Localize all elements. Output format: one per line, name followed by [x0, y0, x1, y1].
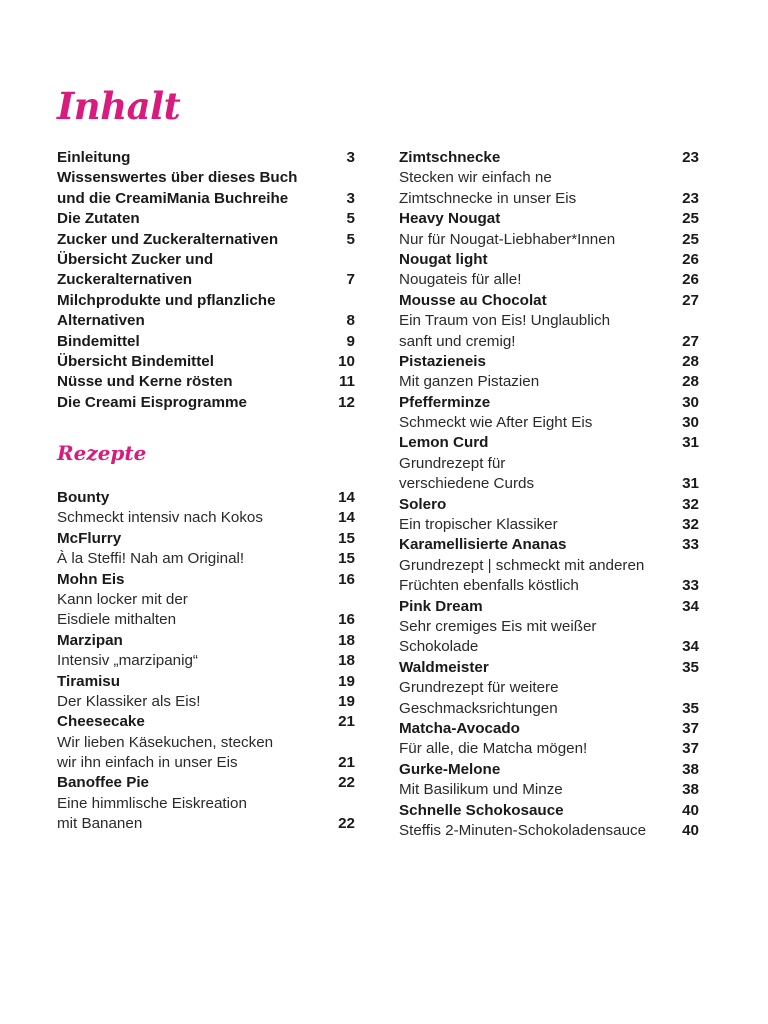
toc-entry[interactable]	[57, 393, 355, 413]
toc-entry-title: Übersicht Bindemittel	[57, 352, 214, 370]
toc-entry-title: Sehr cremiges Eis mit weißer	[399, 617, 597, 635]
toc-entry-page: 30	[682, 414, 699, 432]
toc-entry-title: Grundrezept für weitere	[399, 679, 559, 697]
toc-entry[interactable]	[57, 794, 355, 814]
toc-entry-title: Die Creami Eisprogramme	[57, 393, 247, 411]
page-title: Inhalt	[57, 84, 181, 128]
toc-entry-title: Übersicht Zucker und	[57, 250, 214, 268]
toc-entry-page: 18	[338, 631, 355, 649]
toc-intro-list	[57, 148, 355, 413]
toc-entry-page: 19	[338, 692, 355, 710]
toc-entry[interactable]	[57, 773, 355, 793]
toc-entry-page: 27	[682, 332, 699, 350]
toc-entry-page: 22	[338, 815, 355, 833]
toc-entry-page: 31	[682, 434, 699, 452]
toc-entry-title: Heavy Nougat	[399, 210, 501, 228]
toc-entry-page: 10	[338, 352, 355, 370]
toc-entry-title: Eisdiele mithalten	[57, 611, 177, 629]
toc-entry-title: verschiedene Curds	[399, 475, 535, 493]
toc-entry-page: 15	[338, 529, 355, 547]
toc-entry[interactable]	[399, 372, 699, 392]
toc-entry-title: und die CreamiMania Buchreihe	[57, 189, 289, 207]
toc-entry-title: Bindemittel	[57, 332, 140, 350]
toc-entry[interactable]	[399, 270, 699, 290]
toc-entry-title: Geschmacksrichtungen	[399, 699, 558, 717]
toc-entry-title: Mohn Eis	[57, 570, 125, 588]
toc-entry-title: Nougateis für alle!	[399, 271, 522, 289]
toc-entry[interactable]	[399, 454, 699, 474]
toc-entry-page: 25	[682, 230, 699, 248]
toc-entry-page: 40	[682, 821, 699, 839]
toc-entry-page: 37	[682, 719, 699, 737]
toc-entry-title: sanft und cremig!	[399, 332, 516, 350]
toc-entry-page: 35	[682, 658, 699, 676]
toc-entry-page: 16	[338, 570, 355, 588]
toc-entry-title: Kann locker mit der	[57, 590, 188, 608]
toc-entry-page: 32	[682, 516, 699, 534]
toc-entry-title: Zimtschnecke	[399, 149, 501, 166]
toc-entry-page: 8	[346, 312, 355, 330]
toc-entry[interactable]	[57, 209, 355, 229]
toc-entry[interactable]	[57, 250, 355, 270]
toc-entry[interactable]	[57, 508, 355, 528]
toc-entry-page: 35	[682, 699, 699, 717]
toc-entry[interactable]	[57, 692, 355, 712]
toc-entry-title: Bounty	[57, 489, 110, 506]
toc-entry-page: 26	[682, 250, 699, 268]
toc-entry-page: 14	[338, 489, 355, 506]
toc-entry[interactable]	[399, 332, 699, 352]
toc-entry[interactable]	[399, 617, 699, 637]
toc-entry-title: Nur für Nougat-Liebhaber*Innen	[399, 230, 616, 248]
toc-entry-title: Solero	[399, 495, 447, 513]
toc-entry[interactable]	[57, 631, 355, 651]
toc-entry-page: 19	[338, 672, 355, 690]
toc-entry-page: 25	[682, 210, 699, 228]
toc-entry-title: Pistazieneis	[399, 352, 486, 370]
toc-entry[interactable]	[399, 535, 699, 555]
toc-entry-title: Steffis 2-Minuten-Schokoladensauce	[399, 821, 647, 839]
toc-entry-title: Tiramisu	[57, 672, 121, 690]
toc-entry-title: Alternativen	[57, 312, 145, 330]
toc-entry-page: 32	[682, 495, 699, 513]
toc-entry[interactable]	[57, 570, 355, 590]
toc-entry-title: Waldmeister	[399, 658, 489, 676]
toc-entry-title: Grundrezept | schmeckt mit anderen	[399, 556, 645, 574]
toc-entry-page: 15	[338, 550, 355, 568]
toc-entry-title: Die Zutaten	[57, 210, 140, 228]
toc-entry[interactable]	[57, 270, 355, 290]
toc-entry-page: 21	[338, 713, 355, 731]
toc-entry-title: Banoffee Pie	[57, 774, 149, 792]
toc-entry-page: 14	[338, 509, 355, 527]
recipes-heading: Rezepte	[57, 441, 147, 465]
toc-entry[interactable]	[57, 610, 355, 630]
toc-entry-title: Marzipan	[57, 631, 123, 649]
toc-entry-title: Früchten ebenfalls köstlich	[399, 577, 579, 595]
toc-entry-title: Eine himmlische Eiskreation	[57, 794, 247, 812]
toc-entry-page: 5	[346, 230, 355, 248]
toc-entry-title: mit Bananen	[57, 815, 143, 833]
toc-entry-page: 23	[682, 149, 699, 166]
toc-entry-title: Wissenswertes über dieses Buch	[57, 169, 298, 187]
toc-entry-title: Schmeckt intensiv nach Kokos	[57, 509, 263, 527]
toc-entry-title: McFlurry	[57, 529, 122, 547]
toc-entry[interactable]	[57, 488, 355, 508]
toc-entry-title: Zuckeralternativen	[57, 271, 193, 289]
toc-entry[interactable]	[57, 311, 355, 331]
toc-entry-title: Mousse au Chocolat	[399, 291, 547, 309]
toc-entry-title: wir ihn einfach in unser Eis	[57, 754, 238, 772]
toc-entry[interactable]	[399, 576, 699, 596]
toc-entry-title: À la Steffi! Nah am Original!	[57, 550, 245, 568]
toc-entry-page: 11	[338, 373, 355, 391]
toc-entry-page: 12	[338, 393, 355, 411]
toc-entry[interactable]	[57, 672, 355, 692]
toc-entry[interactable]	[399, 801, 699, 821]
toc-entry[interactable]	[57, 189, 355, 209]
toc-entry-page: 5	[346, 210, 355, 228]
toc-entry-title: Milchprodukte und pflanzliche	[57, 291, 276, 309]
toc-entry-page: 31	[682, 475, 699, 493]
toc-entry-page: 38	[682, 760, 699, 778]
toc-entry-title: Lemon Curd	[399, 434, 489, 452]
toc-entry[interactable]	[57, 352, 355, 372]
toc-entry-page: 22	[338, 774, 355, 792]
toc-entry-page: 16	[338, 611, 355, 629]
toc-entry[interactable]	[57, 651, 355, 671]
toc-entry[interactable]	[399, 780, 699, 800]
toc-entry[interactable]	[399, 719, 699, 739]
toc-entry-title: Pink Dream	[399, 597, 483, 615]
toc-entry-title: Pfefferminze	[399, 393, 491, 411]
toc-entry[interactable]	[57, 753, 355, 773]
toc-entry-page: 28	[682, 352, 699, 370]
toc-entry[interactable]	[399, 413, 699, 433]
toc-entry-title: Mit Basilikum und Minze	[399, 781, 563, 799]
toc-entry-page: 3	[346, 149, 355, 166]
toc-entry-title: Stecken wir einfach ne	[399, 169, 552, 187]
toc-entry[interactable]	[399, 230, 699, 250]
toc-entry[interactable]	[399, 556, 699, 576]
toc-entry-page: 26	[682, 271, 699, 289]
toc-entry[interactable]	[399, 209, 699, 229]
toc-entry[interactable]	[399, 515, 699, 535]
toc-entry[interactable]	[399, 821, 699, 841]
toc-entry-page: 3	[346, 189, 355, 207]
toc-entry-page: 7	[346, 271, 355, 289]
toc-recipes-left	[57, 488, 355, 835]
toc-entry[interactable]	[399, 433, 699, 453]
toc-entry-title: Nüsse und Kerne rösten	[57, 373, 233, 391]
toc-entry[interactable]	[399, 637, 699, 657]
toc-entry[interactable]	[57, 291, 355, 311]
toc-entry-title: Karamellisierte Ananas	[399, 536, 567, 554]
toc-entry-page: 40	[682, 801, 699, 819]
toc-entry[interactable]	[399, 352, 699, 372]
toc-entry-title: Wir lieben Käsekuchen, stecken	[57, 733, 274, 751]
toc-entry-page: 23	[682, 189, 699, 207]
toc-entry-title: Schokolade	[399, 638, 479, 656]
toc-entry-title: Ein tropischer Klassiker	[399, 516, 558, 534]
toc-entry-title: Schmeckt wie After Eight Eis	[399, 414, 593, 432]
toc-entry[interactable]	[57, 148, 355, 168]
toc-entry[interactable]	[399, 311, 699, 331]
toc-entry-page: 18	[338, 652, 355, 670]
toc-entry-title: Matcha-Avocado	[399, 719, 520, 737]
toc-entry[interactable]	[399, 760, 699, 780]
toc-entry[interactable]	[399, 148, 699, 168]
toc-entry-page: 38	[682, 781, 699, 799]
toc-entry[interactable]	[57, 529, 355, 549]
toc-entry[interactable]	[57, 332, 355, 352]
toc-entry-title: Cheesecake	[57, 713, 145, 731]
toc-entry[interactable]	[399, 597, 699, 617]
toc-entry-title: Der Klassiker als Eis!	[57, 692, 201, 710]
toc-entry[interactable]	[399, 678, 699, 698]
toc-entry[interactable]	[399, 250, 699, 270]
toc-entry[interactable]	[399, 393, 699, 413]
toc-entry[interactable]	[399, 699, 699, 719]
toc-entry[interactable]	[399, 495, 699, 515]
toc-entry-page: 30	[682, 393, 699, 411]
toc-entry-title: Ein Traum von Eis! Unglaublich	[399, 312, 611, 330]
toc-entry-title: Intensiv „marzipanig“	[57, 652, 198, 670]
toc-entry[interactable]	[399, 168, 699, 188]
toc-entry[interactable]	[399, 291, 699, 311]
toc-entry-page: 34	[682, 638, 699, 656]
toc-entry[interactable]	[57, 590, 355, 610]
toc-entry-page: 21	[338, 754, 355, 772]
toc-entry[interactable]	[57, 733, 355, 753]
toc-entry-page: 27	[682, 291, 699, 309]
toc-entry-title: Nougat light	[399, 250, 488, 268]
toc-entry[interactable]	[57, 168, 355, 188]
toc-entry-page: 33	[682, 577, 699, 595]
toc-entry[interactable]	[399, 189, 699, 209]
toc-entry-page: 33	[682, 536, 699, 554]
toc-entry-title: Für alle, die Matcha mögen!	[399, 740, 588, 758]
toc-entry-title: Zimtschnecke in unser Eis	[399, 189, 577, 207]
toc-entry-page: 34	[682, 597, 699, 615]
toc-entry-title: Gurke-Melone	[399, 760, 501, 778]
toc-entry-title: Zucker und Zuckeralternativen	[57, 230, 279, 248]
toc-entry-title: Grundrezept für	[399, 454, 506, 472]
toc-entry-page: 37	[682, 740, 699, 758]
toc-recipes-right	[399, 148, 699, 841]
toc-entry[interactable]	[57, 372, 355, 392]
toc-entry[interactable]	[399, 474, 699, 494]
toc-entry-title: Einleitung	[57, 149, 131, 166]
toc-entry[interactable]	[57, 549, 355, 569]
toc-entry[interactable]	[399, 658, 699, 678]
toc-entry[interactable]	[57, 814, 355, 834]
toc-entry-page: 9	[346, 332, 355, 350]
toc-entry-title: Mit ganzen Pistazien	[399, 373, 540, 391]
toc-entry[interactable]	[57, 712, 355, 732]
toc-entry[interactable]	[57, 230, 355, 250]
toc-entry-page: 28	[682, 373, 699, 391]
toc-entry-title: Schnelle Schokosauce	[399, 801, 564, 819]
toc-entry[interactable]	[399, 739, 699, 759]
